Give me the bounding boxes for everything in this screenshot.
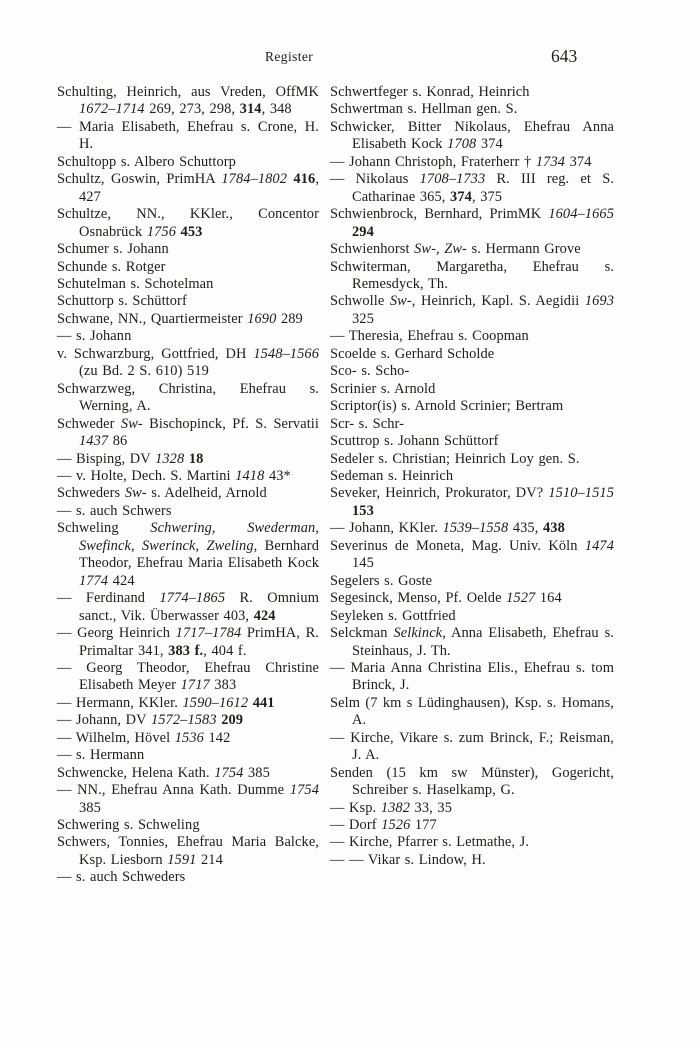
index-entry — [57, 241, 319, 258]
index-entry — [330, 817, 614, 834]
entry-text-run: 1418 — [235, 467, 265, 484]
entry-text-run: — Kirche, Pfarrer s. Letmathe, J. — [330, 834, 530, 851]
entry-text-run: Segesinck, Menso, Pf. Oelde — [330, 590, 507, 607]
entry-text-run: Seveker, Heinrich, Prokurator, DV? — [330, 485, 549, 502]
entry-text-run: 177 — [410, 817, 437, 834]
index-entry — [57, 381, 319, 416]
entry-text-run: Segelers s. Goste — [330, 572, 433, 589]
entry-text-run: Schweders — [57, 485, 125, 502]
entry-text-run: Schweder — [57, 415, 121, 432]
entry-text-run: Schwolle — [330, 293, 390, 310]
entry-text-run: Schweling — [57, 520, 151, 537]
entry-text-run: 453 — [180, 223, 203, 240]
entry-text-run: — s. Hermann — [57, 747, 145, 764]
entry-text-run: 1591 — [167, 851, 197, 868]
index-column-left — [57, 84, 319, 887]
entry-text-run: — Ksp. — [330, 799, 381, 816]
index-entry — [330, 538, 614, 573]
entry-text-run: Selckman — [330, 625, 394, 642]
entry-text-run: , 427 — [79, 171, 320, 205]
entry-text-run: — Maria Anna Christina Elis., Ehefrau s. tom Brinck, J. — [330, 659, 614, 694]
index-entry — [330, 660, 614, 695]
index-entry — [57, 293, 319, 310]
entry-text-run: Schultze, NN., KKler., Concentor Osnabrück — [57, 206, 319, 240]
entry-text-run: Schwane, NN., Quartiermeister — [57, 310, 248, 327]
entry-text-run: 33, 35 — [410, 799, 453, 816]
index-entry — [330, 171, 614, 206]
entry-text-run: 424 — [253, 607, 276, 624]
index-entry — [330, 241, 614, 258]
entry-text-run: R. Omnium sanct., Vik. Überwasser 403, — [79, 590, 319, 624]
entry-text-run: 164 — [535, 590, 562, 607]
entry-text-run: Schwencke, Helena Kath. — [57, 764, 215, 781]
entry-text-run: Schwering, Swederman, Swefinck, Swerinck, Zweling — [79, 520, 319, 554]
entry-text-run: 1754 — [289, 782, 319, 799]
entry-text-run: Scriptor(is) s. Arnold Scrinier; Bertram — [330, 398, 564, 415]
entry-text-run: 1756 — [146, 223, 176, 240]
entry-text-run: Schwienhorst — [330, 241, 415, 258]
entry-text-run: 1717–1784 — [175, 625, 242, 642]
entry-text-run: Schuttorp s. Schüttorf — [57, 293, 187, 310]
entry-text-run: — Wilhelm, Hövel — [57, 729, 175, 746]
entry-text-run: 145 — [352, 555, 374, 572]
entry-text-run: 374 — [450, 188, 472, 205]
index-entry — [57, 346, 319, 381]
index-entry — [57, 765, 319, 782]
entry-text-run: 1474 — [584, 537, 614, 554]
entry-text-run: 1690 — [247, 310, 277, 327]
entry-text-run: Selm (7 km s Lüdinghausen), Ksp. s. Homans, A. — [330, 694, 614, 729]
entry-text-run: Schwiterman, Margaretha, Ehefrau s. Remesdyck, Th. — [330, 258, 614, 292]
entry-text-run: — Ferdinand — [57, 590, 160, 607]
entry-text-run: 383 f. — [168, 642, 204, 659]
index-entry — [57, 747, 319, 764]
entry-text-run: Schwicker, Bitter Nikolaus, Ehefrau Anna Elisabeth Kock — [330, 118, 614, 153]
index-entry — [330, 84, 614, 101]
entry-text-run: Schwertman s. Hellman gen. S. — [330, 101, 518, 118]
entry-text-run: — s. Johann — [57, 328, 132, 345]
entry-text-run: s. Hermann Grove — [466, 241, 581, 258]
entry-text-run: 1536 — [174, 729, 204, 746]
index-entry — [57, 730, 319, 747]
entry-text-run: Scr- s. Schr- — [330, 415, 404, 432]
index-entry — [57, 590, 319, 625]
index-entry — [57, 817, 319, 834]
index-entry — [57, 416, 319, 451]
index-entry — [330, 398, 614, 415]
entry-text-run: 1526 — [381, 817, 411, 834]
entry-text-run: — — Vikar s. Lindow, H. — [330, 851, 486, 868]
index-entry — [330, 119, 614, 154]
entry-text-run: Sedeman s. Heinrich — [330, 467, 454, 484]
index-entry — [330, 363, 614, 380]
index-column-right — [330, 84, 614, 887]
index-entry — [330, 468, 614, 485]
entry-text-run: Scoelde s. Gerhard Scholde — [330, 345, 495, 362]
entry-text-run: 1672–1714 — [79, 101, 145, 118]
index-entry — [57, 468, 319, 485]
index-entry — [330, 520, 614, 537]
entry-text-run: Schwarzweg, Christina, Ehefrau s. Werning, A. — [57, 380, 319, 415]
entry-text-run: — Georg Heinrich — [57, 625, 176, 642]
entry-text-run: 385 — [79, 799, 101, 816]
entry-text-run: 1708–1733 — [419, 171, 486, 188]
entry-text-run: 424 — [108, 572, 135, 589]
index-entry — [330, 590, 614, 607]
entry-text-run: — Dorf — [330, 817, 382, 834]
entry-text-run: 1754 — [214, 764, 244, 781]
index-columns — [57, 84, 614, 887]
entry-text-run: Sedeler s. Christian; Heinrich Loy gen. S. — [330, 450, 580, 467]
entry-text-run: — NN., Ehefrau Anna Kath. Dumme — [57, 782, 290, 799]
index-entry — [330, 154, 614, 171]
index-entry — [57, 485, 319, 502]
index-entry — [57, 782, 319, 817]
index-entry — [330, 852, 614, 869]
entry-text-run: — Nikolaus — [330, 171, 420, 188]
index-entry — [330, 293, 614, 328]
index-entry — [57, 503, 319, 520]
entry-text-run: 1572–1583 — [150, 712, 217, 729]
index-entry — [57, 311, 319, 328]
entry-text-run: 374 — [565, 153, 592, 170]
index-entry — [330, 346, 614, 363]
entry-text-run: 43* — [264, 467, 291, 484]
index-entry — [330, 608, 614, 625]
index-entry — [330, 573, 614, 590]
index-entry — [57, 712, 319, 729]
index-entry — [330, 730, 614, 765]
entry-text-run: 1548–1566 — [253, 345, 319, 362]
entry-text-run: — Georg Theodor, Ehefrau Christine Elisabeth Meyer — [57, 659, 319, 694]
index-entry — [330, 416, 614, 433]
entry-text-run: Sw- — [120, 415, 143, 432]
index-entry — [57, 276, 319, 293]
index-entry — [330, 765, 614, 800]
entry-text-run: Sw-, Zw- — [414, 241, 467, 258]
entry-text-run: Severinus de Moneta, Mag. Univ. Köln — [330, 537, 585, 554]
entry-text-run: 314 — [239, 101, 262, 118]
index-entry — [330, 328, 614, 345]
entry-text-run: 214 — [196, 851, 223, 868]
entry-text-run: — Hermann, KKler. — [57, 694, 183, 711]
entry-text-run: Schutelman s. Schotelman — [57, 275, 214, 292]
entry-text-run: 1539–1558 — [442, 520, 509, 537]
entry-text-run: PrimHA, R. Primaltar 341, — [79, 625, 319, 659]
entry-text-run: — Kirche, Vikare s. zum Brinck, F.; Reisman, J. A. — [330, 729, 614, 764]
entry-text-run: 383 — [209, 677, 237, 694]
index-entry — [57, 660, 319, 695]
entry-text-run: — Johann, DV — [57, 712, 151, 729]
index-entry — [330, 433, 614, 450]
entry-text-run: 18 — [188, 450, 204, 467]
page-number: 643 — [551, 46, 578, 66]
entry-text-run: Bischopinck, Pf. S. Servatii — [142, 415, 320, 432]
index-entry — [57, 119, 319, 154]
entry-text-run: Seyleken s. Gottfried — [330, 607, 456, 624]
entry-text-run: 1590–1612 — [182, 694, 249, 711]
entry-text-run: 1382 — [380, 799, 410, 816]
entry-text-run: — Johann, KKler. — [330, 520, 443, 537]
entry-text-run: , 375 — [471, 188, 503, 205]
entry-text-run: 438 — [543, 520, 565, 537]
index-entry — [57, 695, 319, 712]
entry-text-run: 1784–1802 — [221, 171, 288, 188]
entry-text-run: Sw- — [124, 485, 147, 502]
index-entry — [57, 84, 319, 119]
entry-text-run: — Theresia, Ehefrau s. Coopman — [330, 328, 529, 345]
index-entry — [330, 381, 614, 398]
entry-text-run: 1734 — [535, 153, 566, 170]
entry-text-run: Schumer s. Johann — [57, 241, 169, 258]
index-entry — [57, 520, 319, 590]
index-entry — [330, 695, 614, 730]
entry-text-run: Schwers, Tonnies, Ehefrau Maria Balcke, Ksp. Liesborn — [57, 834, 319, 868]
entry-text-run: 1717 — [180, 677, 210, 694]
entry-text-run: 416 — [293, 171, 316, 188]
entry-text-run: — Maria Elisabeth, Ehefrau s. Crone, H. H. — [57, 118, 319, 153]
entry-text-run: 1708 — [447, 136, 477, 153]
index-entry — [57, 625, 319, 660]
index-entry — [57, 451, 319, 468]
entry-text-run: Schwering s. Schweling — [57, 817, 200, 834]
entry-text-run: Sco- s. Scho- — [330, 363, 410, 380]
entry-text-run: 153 — [352, 502, 374, 519]
entry-text-run: 1437 — [79, 433, 109, 450]
entry-text-run: Schultz, Goswin, PrimHA — [57, 171, 222, 188]
entry-text-run: , Heinrich, Kapl. S. Aegidii — [411, 293, 585, 310]
entry-text-run: — v. Holte, Dech. S. Martini — [57, 467, 236, 484]
entry-text-run: — s. auch Schwers — [57, 502, 172, 519]
index-entry — [330, 485, 614, 520]
entry-text-run: Schulting, Heinrich, aus Vreden, OffMK — [57, 84, 319, 100]
entry-text-run: — Johann Christoph, Fraterherr † — [330, 153, 536, 170]
entry-text-run: 209 — [221, 712, 244, 729]
entry-text-run: , Anna Elisabeth, Ehefrau s. Steinhaus, J. Th. — [352, 625, 614, 659]
entry-text-run: , 404 f. — [203, 642, 247, 659]
index-entry — [330, 625, 614, 660]
entry-text-run: 269, 273, 298, — [144, 101, 240, 118]
entry-text-run: , 348 — [261, 101, 292, 118]
entry-text-run: 294 — [352, 223, 374, 240]
index-entry — [57, 259, 319, 276]
entry-text-run: Senden (15 km sw Münster), Gogericht, Schreiber s. Haselkamp, G. — [330, 764, 614, 799]
entry-text-run: Scrinier s. Arnold — [330, 380, 436, 397]
running-title: Register — [265, 49, 314, 64]
entry-text-run: 385 — [243, 764, 270, 781]
entry-text-run: 374 — [476, 136, 503, 153]
entry-text-run: v. Schwarzburg, Gottfried, DH — [57, 345, 254, 362]
entry-text-run: 289 — [276, 310, 303, 327]
entry-text-run: Selkinck — [393, 625, 443, 642]
index-entry — [330, 451, 614, 468]
index-entry — [330, 259, 614, 294]
entry-text-run: (zu Bd. 2 S. 610) 519 — [79, 363, 209, 380]
index-entry — [330, 800, 614, 817]
index-entry — [330, 101, 614, 118]
entry-text-run: Sw- — [389, 293, 412, 310]
entry-text-run: 1510–1515 — [548, 485, 614, 502]
entry-text-run: , Bernhard Theodor, Ehefrau Maria Elisabeth Kock — [79, 537, 319, 572]
entry-text-run: 325 — [352, 310, 374, 327]
entry-text-run: s. Adelheid, Arnold — [146, 485, 267, 502]
entry-text-run: 1774–1865 — [159, 590, 226, 607]
entry-text-run: 1693 — [584, 293, 614, 310]
entry-text-run: 1604–1665 — [548, 206, 614, 223]
entry-text-run: Schultopp s. Albero Schuttorp — [57, 153, 236, 170]
index-entry — [57, 834, 319, 869]
entry-text-run: — s. auch Schweders — [57, 869, 186, 886]
entry-text-run: — Bisping, DV — [57, 450, 156, 467]
entry-text-run: 86 — [108, 433, 128, 450]
entry-text-run: Schwertfeger s. Konrad, Heinrich — [330, 84, 530, 100]
entry-text-run: 1527 — [506, 590, 536, 607]
index-entry — [330, 206, 614, 241]
index-entry — [57, 206, 319, 241]
entry-text-run: 441 — [252, 694, 275, 711]
index-entry — [330, 834, 614, 851]
entry-text-run: 1774 — [79, 572, 109, 589]
index-entry — [57, 154, 319, 171]
page-header — [57, 46, 614, 66]
entry-text-run: R. III reg. et S. Catharinae 365, — [352, 171, 614, 205]
entry-text-run: 435, — [508, 520, 543, 537]
entry-text-run: 1328 — [155, 450, 185, 467]
index-entry — [57, 328, 319, 345]
entry-text-run: Schunde s. Rotger — [57, 258, 166, 275]
index-entry — [57, 869, 319, 886]
entry-text-run: 142 — [203, 729, 231, 746]
entry-text-run: Scuttrop s. Johann Schüttorf — [330, 433, 499, 450]
entry-text-run: Schwienbrock, Bernhard, PrimMK — [330, 206, 549, 223]
index-entry — [57, 171, 319, 206]
